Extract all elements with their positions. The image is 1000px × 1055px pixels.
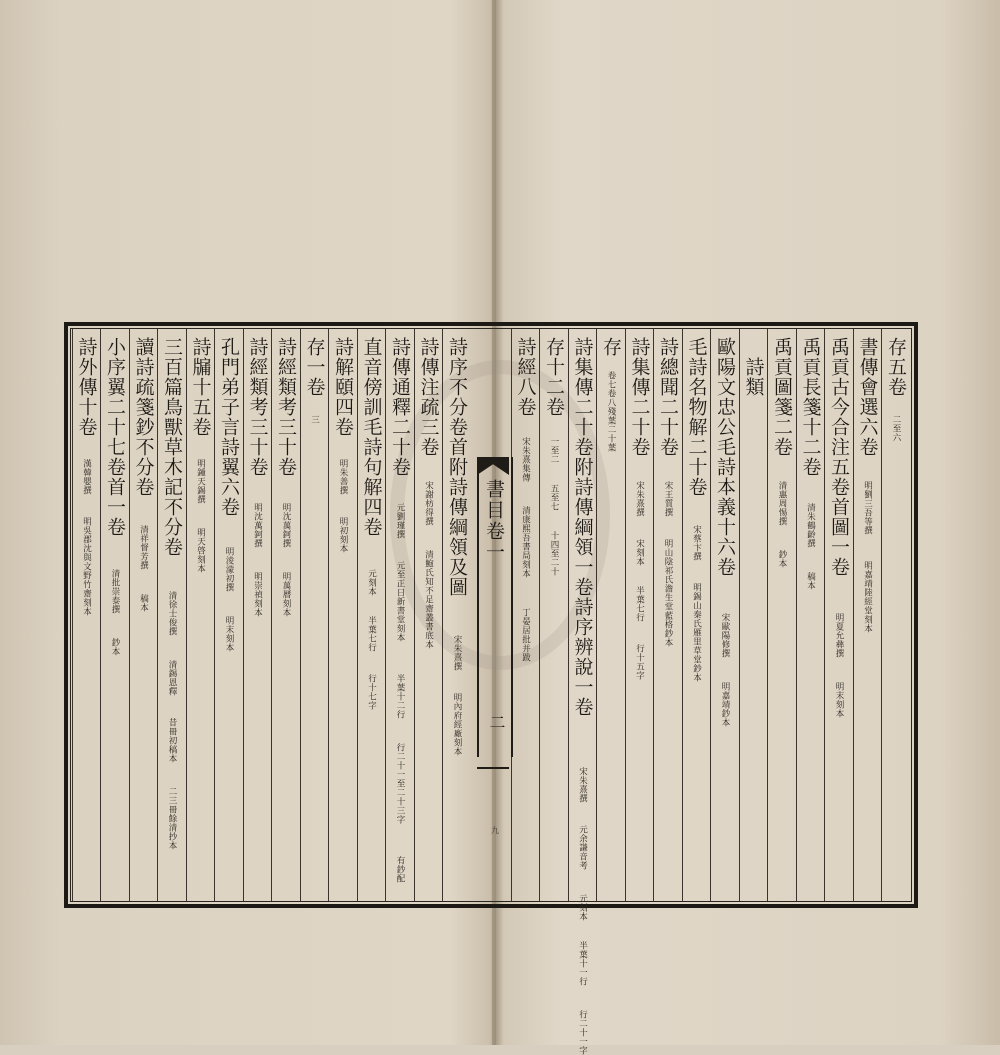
entry-note: 宋朱熹撰 xyxy=(577,767,588,803)
entry-title: 詩傳注疏三卷 xyxy=(417,337,440,457)
entry-note: 明山陰祁氏澹生堂藍格鈔本 xyxy=(663,539,673,647)
right-entry xyxy=(768,329,796,901)
entry-note: 漢韓嬰撰 xyxy=(81,459,92,495)
entry-note: 明天啓刻本 xyxy=(195,528,206,573)
right-entry xyxy=(654,329,682,901)
entry-title: 禹貢古今合注五卷首圖一卷 xyxy=(828,337,850,577)
entry-title: 詩類 xyxy=(742,337,765,397)
fold-title: 書目卷一 xyxy=(483,479,505,563)
entry-note: 行十五字 xyxy=(634,644,645,680)
entry-note: 明崇禎刻本 xyxy=(252,572,263,617)
entry-title: 詩序不分卷首附詩傳綱領及圖 xyxy=(446,337,468,597)
entry-note: 行十七字 xyxy=(366,674,377,710)
entry-note: 元至正日新書堂刻本 xyxy=(395,561,405,642)
entry-note: 宋謝枋得撰 xyxy=(423,481,434,526)
entry-note: 清徐士俊撰 xyxy=(167,591,177,636)
right-entry xyxy=(825,329,853,901)
left-entry xyxy=(244,329,272,901)
left-entry xyxy=(130,329,158,901)
entry-note: 元劉瑾撰 xyxy=(395,503,405,539)
left-entry xyxy=(187,329,215,901)
right-entry xyxy=(711,329,739,901)
entry-note: 明嘉靖陸經堂刻本 xyxy=(862,561,873,633)
entry-title: 詩經類考三十卷 xyxy=(246,337,269,477)
entry-title: 讀詩疏箋鈔不分卷 xyxy=(132,337,155,497)
entry-note: 明錫山秦氏雁里草堂鈔本 xyxy=(691,583,702,682)
entry-title: 存一卷 xyxy=(303,337,326,397)
left-entry xyxy=(329,329,357,901)
entry-title: 毛詩名物解二十卷 xyxy=(685,337,708,497)
entry-note: 明末刻本 xyxy=(834,682,844,718)
entry-note: 元刻本 xyxy=(366,569,377,596)
entry-title: 詩經類考三十卷 xyxy=(275,337,297,477)
entry-note: 明沈萬鈳撰 xyxy=(281,503,291,548)
column-rule xyxy=(72,329,73,901)
entry-title: 存 xyxy=(600,337,622,357)
entry-note: 明內府經廠刻本 xyxy=(452,693,462,756)
entry-title: 禹貢長箋十二卷 xyxy=(799,337,822,477)
entry-note: 二三冊餘清抄本 xyxy=(167,787,177,850)
entry-note: 半葉十一行 xyxy=(577,941,588,986)
right-entry xyxy=(740,329,768,901)
entry-note: 鈔本 xyxy=(110,638,120,656)
right-entry xyxy=(797,329,825,901)
entry-note: 清批崇泰撰 xyxy=(110,569,120,614)
right-entry xyxy=(626,329,654,901)
entry-note: 十四至二十 xyxy=(549,531,559,576)
entry-title: 詩牖十五卷 xyxy=(189,337,212,437)
entry-note: 宋朱熹集傳 xyxy=(520,437,531,482)
entry-note: 昔冊初稿本 xyxy=(167,718,177,763)
entry-note: 明萬曆刻本 xyxy=(281,572,291,617)
entry-note: 有鈔配 xyxy=(395,856,405,883)
left-entry xyxy=(301,329,329,901)
entry-note: 明淩濛初撰 xyxy=(224,547,234,592)
entry-note: 半葉七行 xyxy=(634,586,645,622)
entry-note: 半葉七行 xyxy=(366,616,377,652)
entry-note: 明朱善撰 xyxy=(338,459,348,495)
entry-note: 明鍾天錫撰 xyxy=(195,459,206,504)
entry-title: 小序翼二十七卷首一卷 xyxy=(104,337,126,537)
entry-note: 五至七 xyxy=(549,484,559,511)
entry-note: 宋朱熹撰 xyxy=(452,635,462,671)
entry-note: 宋王質撰 xyxy=(663,481,673,517)
entry-note: 三 xyxy=(309,415,320,424)
entry-note: 行二十一字 xyxy=(577,1010,588,1055)
left-entry xyxy=(272,329,300,901)
entry-note: 半葉十二行 xyxy=(395,674,405,719)
entry-title: 詩傳通釋二十卷 xyxy=(389,337,411,477)
entry-note: 稿本 xyxy=(805,572,816,590)
entry-note: 明吳郡沈與文野竹齋刻本 xyxy=(81,517,92,616)
entry-title: 詩解頤四卷 xyxy=(332,337,354,437)
right-entry xyxy=(540,329,568,901)
fold-title-box xyxy=(477,457,513,757)
left-entry xyxy=(386,329,414,901)
entry-title: 書傳會選六卷 xyxy=(856,337,879,457)
entry-note: 明初刻本 xyxy=(338,517,348,553)
right-entry xyxy=(882,329,910,901)
entry-note: 清惠周惕撰 xyxy=(777,481,787,526)
fold-divider xyxy=(477,767,509,769)
entry-note: 宋朱熹撰 xyxy=(634,481,645,517)
entry-title: 詩集傳二十卷 xyxy=(628,337,651,457)
entry-title: 直音傍訓毛詩句解四卷 xyxy=(360,337,383,537)
entry-note: 清鮑氏知不足齋叢書底本 xyxy=(423,550,434,649)
entry-note: 明劉三吾等撰 xyxy=(862,481,873,535)
entry-title: 存五卷 xyxy=(885,337,907,397)
right-entry xyxy=(683,329,711,901)
page-number: 二 xyxy=(487,714,506,730)
entry-note: 行二十一至二十三字 xyxy=(395,743,405,824)
entry-note: 二至六 xyxy=(891,415,901,442)
entry-note: 元余謙音考 xyxy=(577,825,588,870)
entry-note: 鈔本 xyxy=(777,550,787,568)
left-entry xyxy=(215,329,243,901)
entry-title: 歐陽文忠公毛詩本義十六卷 xyxy=(714,337,736,577)
entry-note: 明沈萬鈳撰 xyxy=(252,503,263,548)
entry-title: 存十二卷 xyxy=(543,337,565,417)
entry-title: 孔門弟子言詩翼六卷 xyxy=(218,337,240,517)
left-entry xyxy=(158,329,186,901)
entry-note: 明嘉靖鈔本 xyxy=(720,682,730,727)
entry-note: 宋刻本 xyxy=(634,539,645,566)
entry-note: 清祥督芳撰 xyxy=(138,525,149,570)
left-entry xyxy=(415,329,443,901)
center-fold-margin xyxy=(467,329,519,901)
right-entry xyxy=(569,329,597,1055)
entry-note: 丁晏居批并跋 xyxy=(520,608,531,662)
entry-title: 詩總聞二十卷 xyxy=(657,337,679,457)
entry-title: 詩外傳十卷 xyxy=(75,337,98,437)
entry-note: 元刻本 xyxy=(577,894,588,921)
entry-title: 三百篇鳥獸草木記不分卷 xyxy=(161,337,183,557)
entry-note: 明末刻本 xyxy=(224,616,234,652)
left-entry xyxy=(73,329,101,901)
entry-note: 卷七卷八殘葉二十葉 xyxy=(606,371,616,452)
entry-note: 清朱鶴齡撰 xyxy=(805,503,816,548)
entry-note: 宋蔡卞撰 xyxy=(691,525,702,561)
entry-title: 禹貢圖箋二卷 xyxy=(771,337,793,457)
entry-title: 詩經八卷 xyxy=(514,337,537,417)
entry-note: 清康熙吾書局刻本 xyxy=(520,506,531,578)
entry-note: 清錫恩釋 xyxy=(167,660,177,696)
left-entry xyxy=(101,329,129,901)
right-entry xyxy=(854,329,882,901)
entry-title: 詩集傳二十卷附詩傳綱領一卷詩序辨說一卷 xyxy=(571,337,594,717)
left-entry xyxy=(358,329,386,901)
entry-note: 一至二 xyxy=(549,437,559,464)
entry-note: 宋歐陽修撰 xyxy=(720,613,730,658)
entry-note: 稿本 xyxy=(138,594,149,612)
entry-note: 明夏允彝撰 xyxy=(834,613,844,658)
fold-foot-mark: 九 xyxy=(491,826,499,835)
right-entry xyxy=(597,329,625,901)
